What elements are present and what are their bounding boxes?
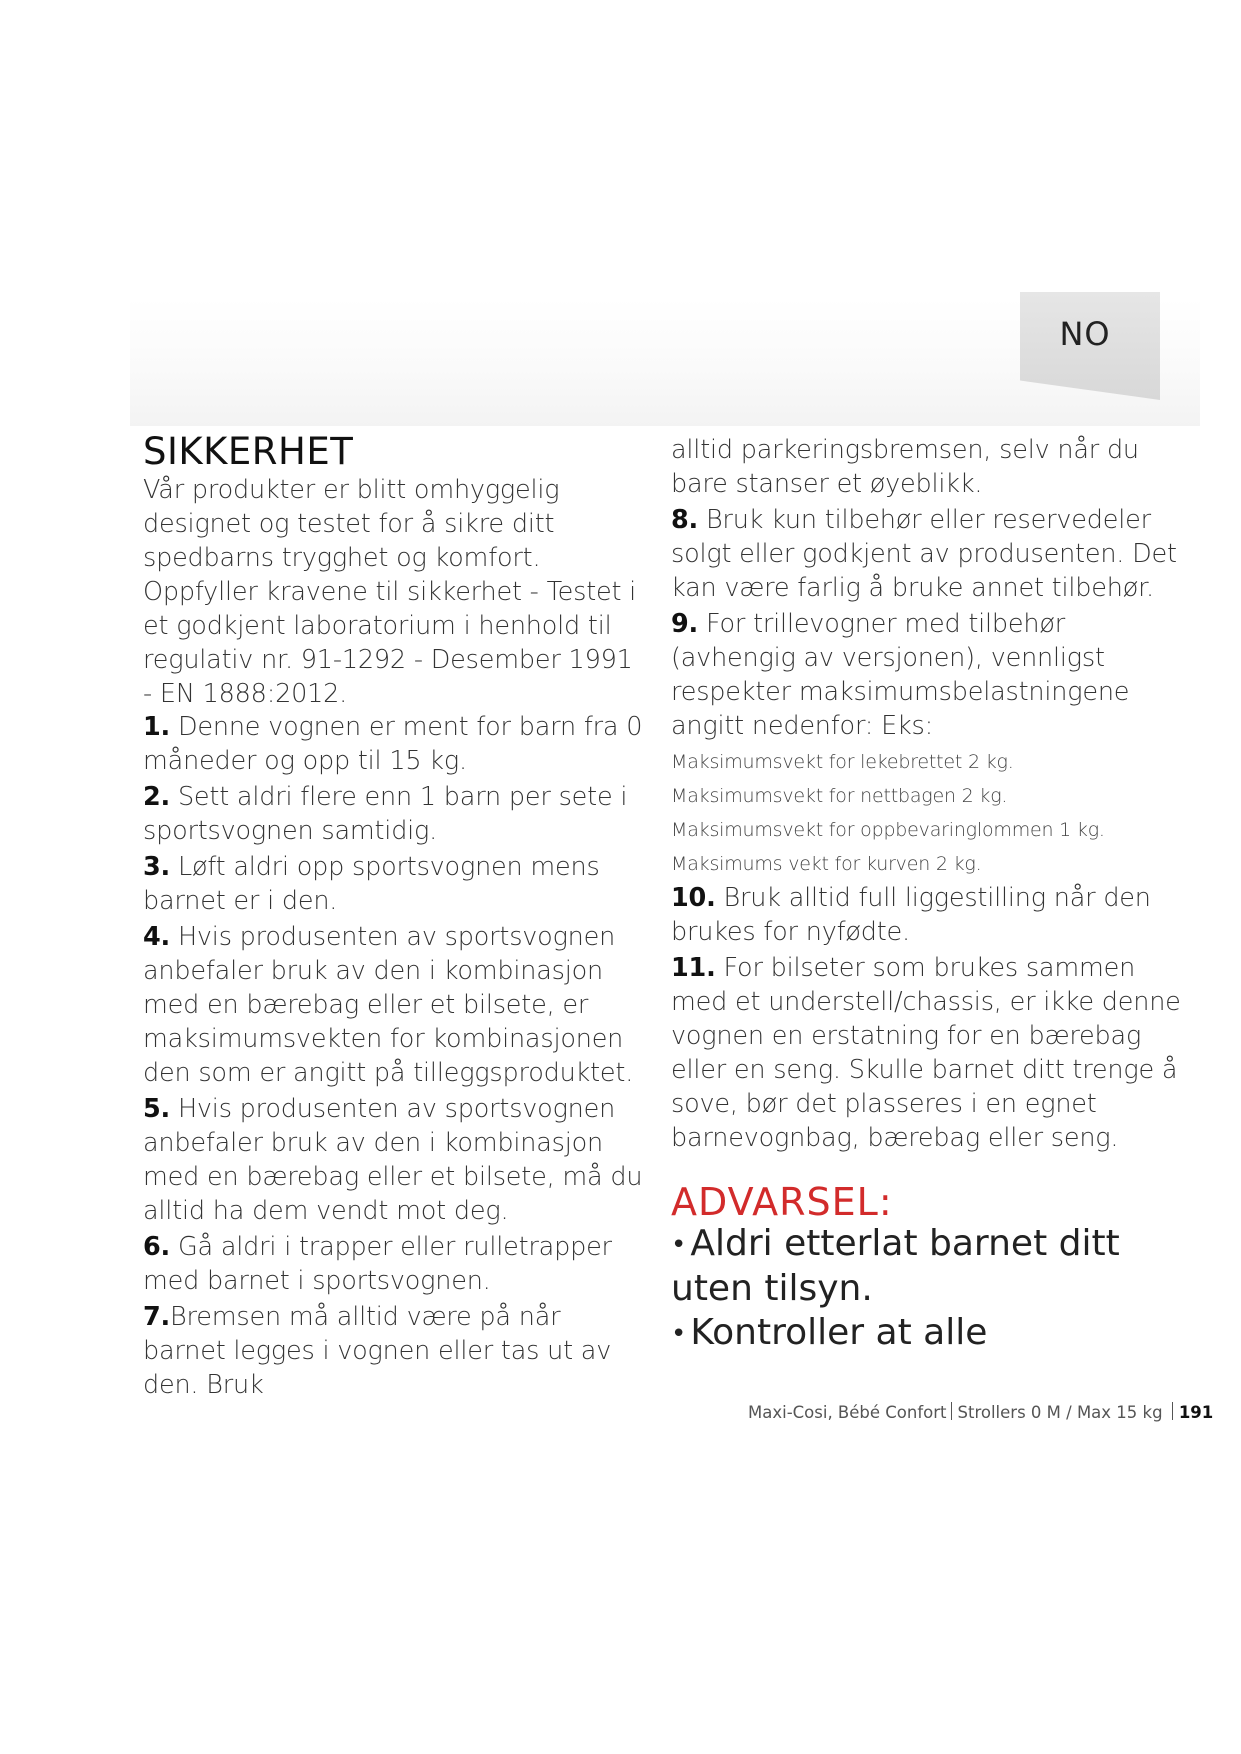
warning-bullets (671, 1222, 1191, 1356)
item-continuation: alltid parkeringsbremsen, selv når du bare stanser et øyeblikk. (671, 435, 1139, 499)
page-number: 191 (1178, 1403, 1214, 1422)
warning-bullet (671, 1311, 1191, 1356)
item-text: Denne vognen er ment for barn fra 0 måneder og opp til 15 kg. (143, 712, 643, 776)
bullet-text: Kontroller at alle (690, 1312, 988, 1353)
item-number: 7. (143, 1302, 171, 1332)
load-limit: Maksimumsvekt for oppbevaringlommen 1 kg. (671, 819, 1105, 841)
list-item (671, 503, 1191, 605)
item-text: For trillevogner med tilbehør (avhengig av versjonen), vennligst respekter maksimumsbelastningene angitt nedenfor: Eks: (671, 609, 1130, 741)
item-number: 4. (143, 922, 171, 952)
list-item (143, 780, 643, 848)
list-item (143, 850, 643, 918)
page-footer (748, 1402, 1213, 1422)
bullet-icon: • (671, 1230, 687, 1260)
item-text: Bremsen må alltid være på når barnet legges i vognen eller tas ut av den. Bruk (143, 1302, 612, 1400)
item-number: 9. (671, 609, 699, 639)
list-item (671, 607, 1191, 743)
warning-title: ADVARSEL: (671, 1180, 893, 1224)
list-item (143, 920, 643, 1090)
list-item (143, 1092, 643, 1228)
item-number: 6. (143, 1232, 171, 1262)
safety-list-left (143, 710, 643, 1404)
bullet-icon: • (671, 1319, 687, 1349)
footer-brand: Maxi-Cosi, Bébé Confort (748, 1403, 947, 1422)
item-number: 8. (671, 505, 699, 535)
footer-divider (1172, 1402, 1173, 1420)
safety-list-right (671, 433, 1191, 1157)
footer-product: Strollers 0 M / Max 15 kg (957, 1403, 1163, 1422)
list-item (671, 951, 1191, 1155)
item-number: 11. (671, 953, 716, 983)
item-number: 5. (143, 1094, 171, 1124)
item-number: 10. (671, 883, 716, 913)
load-limit: Maksimums vekt for kurven 2 kg. (671, 853, 982, 875)
item-text: For bilseter som brukes sammen med et understell/chassis, er ikke denne vognen en erstatning for en bærebag eller en seng. Skulle barnet ditt trenge å sove, bør det plasseres i en egnet barnevognbag, bærebag eller seng. (671, 953, 1181, 1153)
bullet-text: Aldri etterlat barnet ditt uten tilsyn. (671, 1223, 1120, 1309)
section-title: SIKKERHET (143, 430, 354, 473)
list-item (143, 1300, 643, 1402)
item-text: Bruk alltid full liggestilling når den brukes for nyfødte. (671, 883, 1151, 947)
item-text: Sett aldri flere enn 1 barn per sete i sportsvognen samtidig. (143, 782, 628, 846)
load-limit: Maksimumsvekt for nettbagen 2 kg. (671, 785, 1008, 807)
language-code: NO (1059, 315, 1111, 353)
item-text: Løft aldri opp sportsvognen mens barnet er i den. (143, 852, 600, 916)
warning-bullet (671, 1222, 1191, 1311)
item-number: 2. (143, 782, 171, 812)
intro-paragraph: Vår produkter er blitt omhyggelig designet og testet for å sikre ditt spedbarns trygghet og komfort. Oppfyller kravene til sikkerhet - Testet i et godkjent laboratorium i henhold til regulativ nr. 91-1292 - Desember 1991 - EN 1888:2012. (143, 475, 637, 709)
item-text: Bruk kun tilbehør eller reservedeler solgt eller godkjent av produsenten. Det kan være farlig å bruke annet tilbehør. (671, 505, 1177, 603)
load-limit: Maksimumsvekt for lekebrettet 2 kg. (671, 751, 1014, 773)
item-number: 3. (143, 852, 171, 882)
footer-divider (951, 1402, 952, 1420)
list-item (143, 710, 643, 778)
item-text: Hvis produsenten av sportsvognen anbefaler bruk av den i kombinasjon med en bærebag eller et bilsete, er maksimumsvekten for kombinasjonen den som er angitt på tilleggsproduktet. (143, 922, 634, 1088)
item-text: Hvis produsenten av sportsvognen anbefaler bruk av den i kombinasjon med en bærebag eller et bilsete, må du alltid ha dem vendt mot deg. (143, 1094, 643, 1226)
list-item (671, 881, 1191, 949)
item-text: Gå aldri i trapper eller rulletrapper med barnet i sportsvognen. (143, 1232, 612, 1296)
item-number: 1. (143, 712, 171, 742)
list-item (143, 1230, 643, 1298)
